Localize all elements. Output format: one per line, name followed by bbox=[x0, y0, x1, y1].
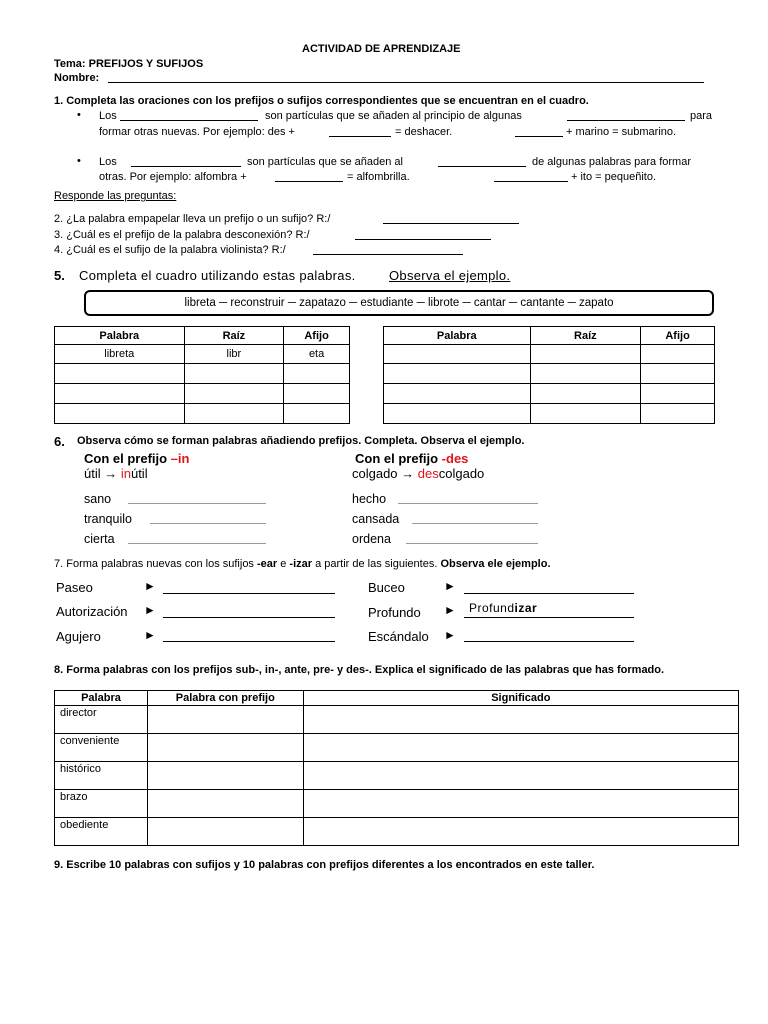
word-cierta: cierta bbox=[84, 532, 115, 546]
page-title: ACTIVIDAD DE APRENDIZAJE bbox=[302, 43, 461, 55]
table-header-raiz: Raíz bbox=[530, 327, 641, 345]
name-field[interactable] bbox=[108, 82, 704, 83]
word-buceo: Buceo bbox=[368, 580, 405, 595]
prefix-des-heading: Con el prefijo -des bbox=[355, 451, 469, 466]
answer-line[interactable] bbox=[163, 641, 335, 642]
q6-number: 6. bbox=[54, 434, 65, 449]
table-cell[interactable] bbox=[55, 404, 185, 424]
word-ordena: ordena bbox=[352, 532, 391, 546]
word-autorizacion: Autorización bbox=[56, 604, 128, 619]
q1-b2-blank-2[interactable] bbox=[438, 166, 526, 167]
row-word: obediente bbox=[55, 818, 148, 846]
table-cell[interactable] bbox=[284, 364, 350, 384]
prefix-des-example: colgado → descolgado bbox=[352, 466, 485, 481]
arrow-right-icon: ► bbox=[444, 603, 456, 617]
q5-text: Completa el cuadro utilizando estas palabras. bbox=[79, 268, 356, 283]
q3-answer-field[interactable] bbox=[355, 239, 491, 240]
answer-line[interactable] bbox=[163, 593, 335, 594]
arrow-right-icon: ► bbox=[144, 603, 156, 617]
answer-line[interactable] bbox=[163, 617, 335, 618]
answer-line[interactable] bbox=[150, 523, 266, 524]
q5-number: 5. bbox=[54, 268, 65, 283]
answer-line[interactable] bbox=[464, 617, 634, 618]
example-root: libr bbox=[184, 345, 284, 364]
prefix-in-heading: Con el prefijo –in bbox=[84, 451, 190, 466]
row-word: director bbox=[55, 706, 148, 734]
q9-text: 9. Escribe 10 palabras con sufijos y 10 palabras con prefijos diferentes a los encontrados en este taller. bbox=[54, 859, 595, 871]
table-header-palabra: Palabra bbox=[384, 327, 531, 345]
table-cell[interactable] bbox=[303, 706, 738, 734]
word-profundo: Profundo bbox=[368, 605, 421, 620]
table-cell[interactable] bbox=[55, 384, 185, 404]
q1-b1-blank-4[interactable] bbox=[515, 136, 563, 137]
q4-answer-field[interactable] bbox=[313, 254, 463, 255]
table-header-afijo: Afijo bbox=[284, 327, 350, 345]
prefix-in-example: útil → inútil bbox=[84, 466, 148, 481]
answer-line[interactable] bbox=[412, 523, 538, 524]
table-header-significado: Significado bbox=[303, 691, 738, 706]
table-cell[interactable] bbox=[147, 734, 303, 762]
answer-line[interactable] bbox=[464, 641, 634, 642]
q2-answer-field[interactable] bbox=[383, 223, 519, 224]
arrow-right-icon: ► bbox=[444, 628, 456, 642]
q1-b2-text-c: de algunas palabras para formar bbox=[532, 156, 691, 168]
table-header-palabra-con-prefijo: Palabra con prefijo bbox=[147, 691, 303, 706]
table-cell[interactable] bbox=[303, 734, 738, 762]
table-header-palabra: Palabra bbox=[55, 327, 185, 345]
row-word: conveniente bbox=[55, 734, 148, 762]
table-cell[interactable] bbox=[147, 762, 303, 790]
table-cell[interactable] bbox=[641, 364, 715, 384]
q1-b2-blank-1[interactable] bbox=[131, 166, 241, 167]
q1-b2-blank-3[interactable] bbox=[275, 181, 343, 182]
table-cell[interactable] bbox=[384, 364, 531, 384]
q7-text: 7. Forma palabras nuevas con los sufijos -ear e -izar a partir de las siguientes. Observa ele ejemplo. bbox=[54, 558, 551, 570]
table-cell[interactable] bbox=[147, 790, 303, 818]
answer-line[interactable] bbox=[398, 503, 538, 504]
q1-b1-text-f: + marino = submarino. bbox=[566, 126, 677, 138]
q5-table-right bbox=[383, 326, 715, 424]
table-header-afijo: Afijo bbox=[641, 327, 715, 345]
bullet-icon: • bbox=[77, 155, 81, 167]
table-cell[interactable] bbox=[147, 818, 303, 846]
table-cell[interactable] bbox=[641, 345, 715, 364]
table-cell[interactable] bbox=[641, 404, 715, 424]
answer-line[interactable] bbox=[406, 543, 538, 544]
q1-b1-text-a: Los bbox=[99, 110, 117, 122]
q6-text: Observa cómo se forman palabras añadiendo prefijos. Completa. Observa el ejemplo. bbox=[77, 435, 525, 447]
table-cell[interactable] bbox=[384, 404, 531, 424]
bullet-icon: • bbox=[77, 109, 81, 121]
table-cell[interactable] bbox=[530, 384, 641, 404]
table-cell[interactable] bbox=[530, 364, 641, 384]
q5-table-left bbox=[54, 326, 350, 424]
word-bank-box bbox=[84, 290, 714, 316]
word-sano: sano bbox=[84, 492, 112, 506]
q1-b1-text-e: = deshacer. bbox=[395, 126, 453, 138]
q1-b2-text-b: son partículas que se añaden al bbox=[247, 156, 403, 168]
word-bank-text: libreta ─ reconstruir ─ zapatazo ─ estudiante ─ librote ─ cantar ─ cantante ─ zapato bbox=[184, 297, 614, 309]
word-hecho: hecho bbox=[352, 492, 387, 506]
q1-title: 1. Completa las oraciones con los prefijos o sufijos correspondientes que se encuentran en el cuadro. bbox=[54, 95, 589, 107]
table-cell[interactable] bbox=[55, 364, 185, 384]
row-word: histórico bbox=[55, 762, 148, 790]
table-cell[interactable] bbox=[284, 384, 350, 404]
q8-text: 8. Forma palabras con los prefijos sub-, in-, ante, pre- y des-. Explica el significado de las palabras que has formado. bbox=[54, 664, 665, 676]
table-cell[interactable] bbox=[184, 384, 284, 404]
answer-line[interactable] bbox=[128, 543, 266, 544]
word-tranquilo: tranquilo bbox=[84, 512, 132, 526]
table-cell[interactable] bbox=[641, 384, 715, 404]
q1-b2-text-f: + ito = pequeñito. bbox=[571, 171, 657, 183]
q5-text-observe: Observa el ejemplo. bbox=[389, 268, 511, 283]
word-cansada: cansada bbox=[352, 512, 400, 526]
table-cell[interactable] bbox=[147, 706, 303, 734]
topic-label: Tema: PREFIJOS Y SUFIJOS bbox=[54, 58, 204, 70]
q3-text: 3. ¿Cuál es el prefijo de la palabra desconexión? R:/ bbox=[54, 229, 310, 241]
table-cell[interactable] bbox=[184, 364, 284, 384]
answer-line[interactable] bbox=[464, 593, 634, 594]
arrow-right-icon: ► bbox=[144, 628, 156, 642]
q1-b1-text-b: son partículas que se añaden al principio de algunas bbox=[265, 110, 522, 122]
table-cell[interactable] bbox=[384, 384, 531, 404]
q2-text: 2. ¿La palabra empapelar lleva un prefijo o un sufijo? R:/ bbox=[54, 213, 331, 225]
q1-b2-text-a: Los bbox=[99, 156, 117, 168]
answer-line[interactable] bbox=[128, 503, 266, 504]
q1-b1-blank-1[interactable] bbox=[120, 120, 258, 121]
name-label: Nombre: bbox=[54, 72, 100, 84]
table-header-palabra: Palabra bbox=[55, 691, 148, 706]
answer-questions-heading: Responde las preguntas: bbox=[54, 190, 177, 202]
q1-b1-blank-2[interactable] bbox=[567, 120, 685, 121]
arrow-right-icon: ► bbox=[144, 579, 156, 593]
example-word: libreta bbox=[55, 345, 185, 364]
q1-b2-text-d: otras. Por ejemplo: alfombra + bbox=[99, 171, 247, 183]
table-cell[interactable] bbox=[303, 818, 738, 846]
table-cell[interactable] bbox=[530, 345, 641, 364]
word-agujero: Agujero bbox=[56, 629, 101, 644]
table-cell[interactable] bbox=[284, 404, 350, 424]
table-cell[interactable] bbox=[530, 404, 641, 424]
table-cell[interactable] bbox=[384, 345, 531, 364]
row-word: brazo bbox=[55, 790, 148, 818]
word-paseo: Paseo bbox=[56, 580, 93, 595]
table-cell[interactable] bbox=[184, 404, 284, 424]
q8-table bbox=[54, 690, 739, 846]
q1-b2-text-e: = alfombrilla. bbox=[347, 171, 410, 183]
example-answer: Profundizar bbox=[469, 601, 538, 615]
table-cell[interactable] bbox=[303, 762, 738, 790]
example-affix: eta bbox=[284, 345, 350, 364]
q1-b1-text-c: para bbox=[690, 110, 713, 122]
q1-b1-text-d: formar otras nuevas. Por ejemplo: des + bbox=[99, 126, 295, 138]
arrow-right-icon: ► bbox=[444, 579, 456, 593]
table-header-raiz: Raíz bbox=[184, 327, 284, 345]
q1-b1-blank-3[interactable] bbox=[329, 136, 391, 137]
word-escandalo: Escándalo bbox=[368, 629, 429, 644]
q1-b2-blank-4[interactable] bbox=[494, 181, 568, 182]
q4-text: 4. ¿Cuál es el sufijo de la palabra violinista? R:/ bbox=[54, 244, 286, 256]
table-cell[interactable] bbox=[303, 790, 738, 818]
